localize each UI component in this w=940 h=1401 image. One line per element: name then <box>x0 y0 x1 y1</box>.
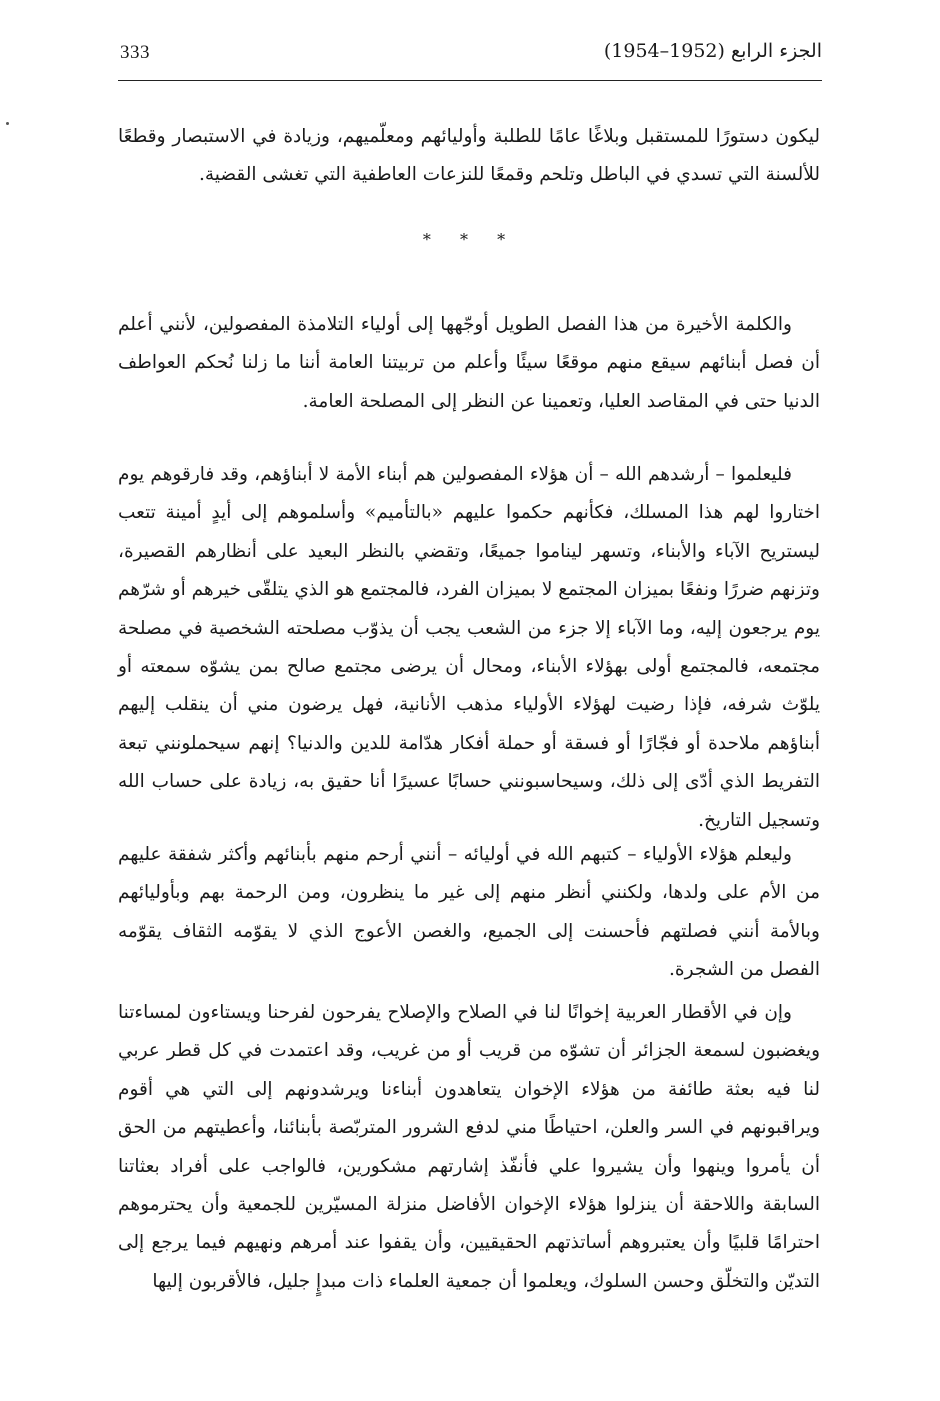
running-header <box>120 38 822 74</box>
paragraph-4 <box>118 836 820 990</box>
margin-speck <box>6 122 9 125</box>
header-title: الجزء الرابع (1952–1954) <box>603 40 822 62</box>
paragraph-3 <box>118 456 820 840</box>
paragraph-5 <box>118 994 820 1301</box>
paragraph-text: والكلمة الأخيرة من هذا الفصل الطويل أوجّهها إلى أولياء التلامذة المفصولين، لأنني أعلم أن فصل أبنائهم سيقع منهم موقعًا سيئًا وأعلم من تربيتنا العامة أننا ما زلنا نُحكم العواطف الدنيا حتى في المقاصد العليا، وتعمينا عن النظر إلى المصلحة العامة. <box>118 314 820 412</box>
header-divider <box>118 80 822 81</box>
page-number: 333 <box>120 42 150 63</box>
section-separator: * * * <box>422 230 518 249</box>
paragraph-1 <box>118 118 820 195</box>
paragraph-text: وإن في الأقطار العربية إخوانًا لنا في الصلاح والإصلاح يفرحون لفرحنا ويستاءون لمساءتنا ويغضبون لسمعة الجزائر أن تشوّه من قريب أو من غريب، وقد اعتمدت في كل قطر عربي لنا فيه بعثة طائفة من هؤلاء الإخوان يتعاهدون أبناءنا ويرشدونهم إلى التي هي أقوم ويراقبونهم في السر والعلن، احتياطًا مني لدفع الشرور المتربّصة بأبنائنا، وأعطيتهم من الحق أن يأمروا وينهوا وأن يشيروا علي فأنفّذ إشارتهم مشكورين، فالواجب على أفراد بعثاتنا السابقة واللاحقة أن ينزلوا هؤلاء الإخوان الأفاضل منزلة المسيّرين للجمعية وأن يحترموهم احترامًا قلبيًا وأن يعتبروهم أساتذتهم الحقيقيين، وأن يقفوا عند أمرهم ونهيهم فيما يرجع إلى التديّن والتخلّق وحسن السلوك، ويعلموا أن جمعية العلماء ذات مبدإٍ جليل، فالأقربون إليها <box>118 1002 820 1292</box>
paragraph-text: وليعلم هؤلاء الأولياء – كتبهم الله في أوليائه – أنني أرحم منهم بأبنائهم وأكثر شفقة عليهم من الأم على ولدها، ولكنني أنظر منهم إلى غير ما ينظرون، ومن الرحمة بهم وبأوليائهم وبالأمة أنني فصلتهم فأحسنت إلى الجميع، والغصن الأعوج الذي لا يقوّمه الثقاف يقوّمه الفصل من الشجرة. <box>118 844 820 981</box>
paragraph-text: فليعلموا – أرشدهم الله – أن هؤلاء المفصولين هم أبناء الأمة لا أبناؤهم، وقد فارقوهم يوم اختاروا لهم هذا المسلك، فكأنهم حكموا عليهم «بالتأميم» وأسلموهم إلى أيدٍ أمينة تتعب ليستريح الآباء والأبناء، وتسهر ليناموا جميعًا، وتقضي بالنظر البعيد على أنظارهم القصيرة، وتزنهم ضررًا ونفعًا بميزان المجتمع لا بميزان الفرد، فالمجتمع هو الذي يتلقّى خيرهم أو شرّهم يوم يرجعون إليه، وما الآباء إلا جزء من الشعب يجب أن يذوّب مصلحته الشخصية في مصلحة مجتمعه، فالمجتمع أولى بهؤلاء الأبناء، ومحال أن يرضى مجتمع صالح بمن يشوّه سمعته أو يلوّث شرفه، فإذا رضيت لهؤلاء الأولياء مذهب الأنانية، فهل يرضون مني أن ينقلب إليهم أبناؤهم ملاحدة أو فجّارًا أو فسقة أو حملة أفكار هدّامة للدين والدنيا؟ إنهم سيحملونني تبعة التفريط الذي أدّى إلى ذلك، وسيحاسبونني حسابًا عسيرًا أنا حقيق به، زيادة على حساب الله وتسجيل التاريخ. <box>118 464 820 831</box>
paragraph-2 <box>118 306 820 421</box>
paragraph-text: ليكون دستورًا للمستقبل وبلاغًا عامًا للطلبة وأوليائهم ومعلّميهم، وزيادة في الاستبصار وقطعًا للألسنة التي تسدي في الباطل وتلحم وقمعًا للنزعات العاطفية التي تغشى القضية. <box>118 126 820 186</box>
